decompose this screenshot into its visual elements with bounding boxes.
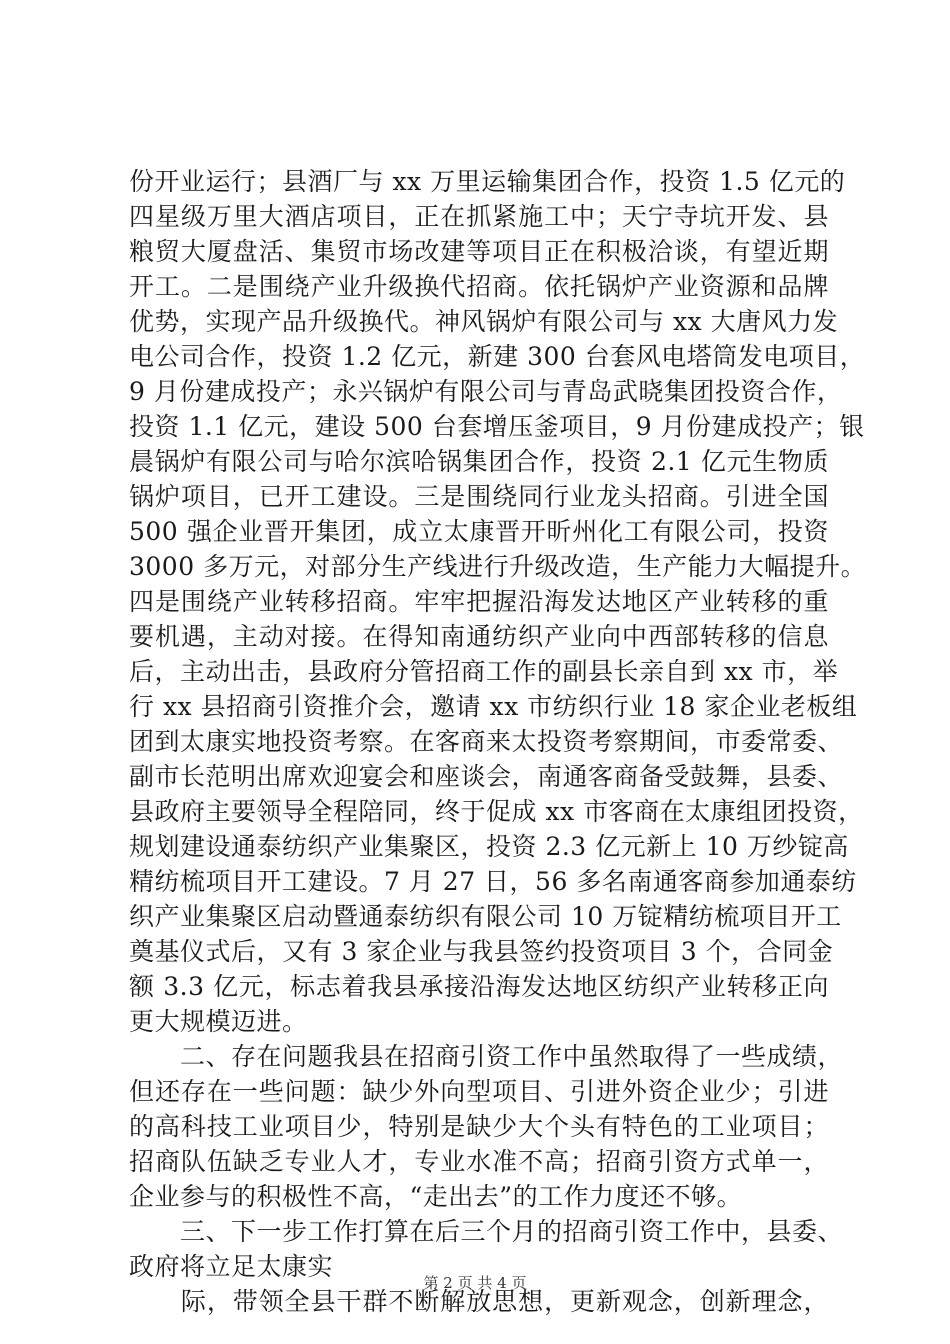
text-line: 粮贸大厦盘活、集贸市场改建等项目正在积极洽谈，有望近期	[129, 237, 829, 266]
text-line: 织产业集聚区启动暨通泰纺织有限公司 10 万锭精纺梳项目开工	[129, 902, 842, 931]
text-line: 三、下一步工作打算在后三个月的招商引资工作中，县委、	[129, 1217, 844, 1246]
text-line: 要机遇，主动对接。在得知南通纺织产业向中西部转移的信息	[129, 622, 829, 651]
text-line: 锅炉项目，已开工建设。三是围绕同行业龙头招商。引进全国	[129, 482, 829, 511]
body-text	[129, 164, 867, 1319]
text-line: 电公司合作，投资 1.2 亿元，新建 300 台套风电塔筒发电项目，	[129, 342, 866, 371]
text-line: 但还存在一些问题：缺少外向型项目、引进外资企业少；引进	[129, 1077, 829, 1106]
text-line: 投资 1.1 亿元，建设 500 台套增压釜项目，9 月份建成投产；银	[129, 412, 865, 441]
text-line: 精纺梳项目开工建设。7 月 27 日，56 多名南通客商参加通泰纺	[129, 867, 857, 896]
text-line: 政府将立足太康实	[129, 1252, 334, 1281]
text-line: 份开业运行；县酒厂与 xx 万里运输集团合作，投资 1.5 亿元的	[129, 167, 846, 196]
text-line: 500 强企业晋开集团，成立太康晋开昕州化工有限公司，投资	[129, 517, 829, 546]
text-line: 规划建设通泰纺织产业集聚区，投资 2.3 亿元新上 10 万纱锭高	[129, 832, 849, 861]
text-line: 四是围绕产业转移招商。牢牢把握沿海发达地区产业转移的重	[129, 587, 829, 616]
text-line: 招商队伍缺乏专业人才，专业水准不高；招商引资方式单一，	[129, 1147, 829, 1176]
text-line: 9 月份建成投产；永兴锅炉有限公司与青岛武晓集团投资合作，	[129, 377, 843, 406]
text-line: 际，带领全县干群不断解放思想，更新观念，创新理念，	[129, 1287, 829, 1316]
text-line: 团到太康实地投资考察。在客商来太投资考察期间，市委常委、	[129, 727, 844, 756]
text-line: 晨锅炉有限公司与哈尔滨哈锅集团合作，投资 2.1 亿元生物质	[129, 447, 829, 476]
text-line: 四星级万里大酒店项目，正在抓紧施工中；天宁寺坑开发、县	[129, 202, 829, 231]
text-line: 奠基仪式后，又有 3 家企业与我县签约投资项目 3 个，合同金	[129, 937, 834, 966]
text-line: 开工。二是围绕产业升级换代招商。依托锅炉产业资源和品牌	[129, 272, 829, 301]
text-line: 3000 多万元，对部分生产线进行升级改造，生产能力大幅提升。	[129, 552, 867, 581]
text-line: 更大规模迈进。	[129, 1007, 308, 1036]
page-footer: 第 2 页 共 4 页	[423, 1274, 527, 1292]
text-line: 副市长范明出席欢迎宴会和座谈会，南通客商备受鼓舞，县委、	[129, 762, 844, 791]
text-line: 行 xx 县招商引资推介会，邀请 xx 市纺织行业 18 家企业老板组	[129, 692, 858, 721]
text-line: 企业参与的积极性不高，“走出去”的工作力度还不够。	[129, 1182, 743, 1211]
text-line: 二、存在问题我县在招商引资工作中虽然取得了一些成绩，	[129, 1042, 844, 1071]
text-line: 县政府主要领导全程陪同，终于促成 xx 市客商在太康组团投资，	[129, 797, 864, 826]
text-line: 额 3.3 亿元，标志着我县承接沿海发达地区纺织产业转移正向	[129, 972, 829, 1001]
text-line: 优势，实现产品升级换代。神风锅炉有限公司与 xx 大唐风力发	[129, 307, 839, 336]
text-line: 后，主动出击，县政府分管招商工作的副县长亲自到 xx 市，举	[129, 657, 839, 686]
text-line: 的高科技工业项目少，特别是缺少大个头有特色的工业项目；	[129, 1112, 829, 1141]
